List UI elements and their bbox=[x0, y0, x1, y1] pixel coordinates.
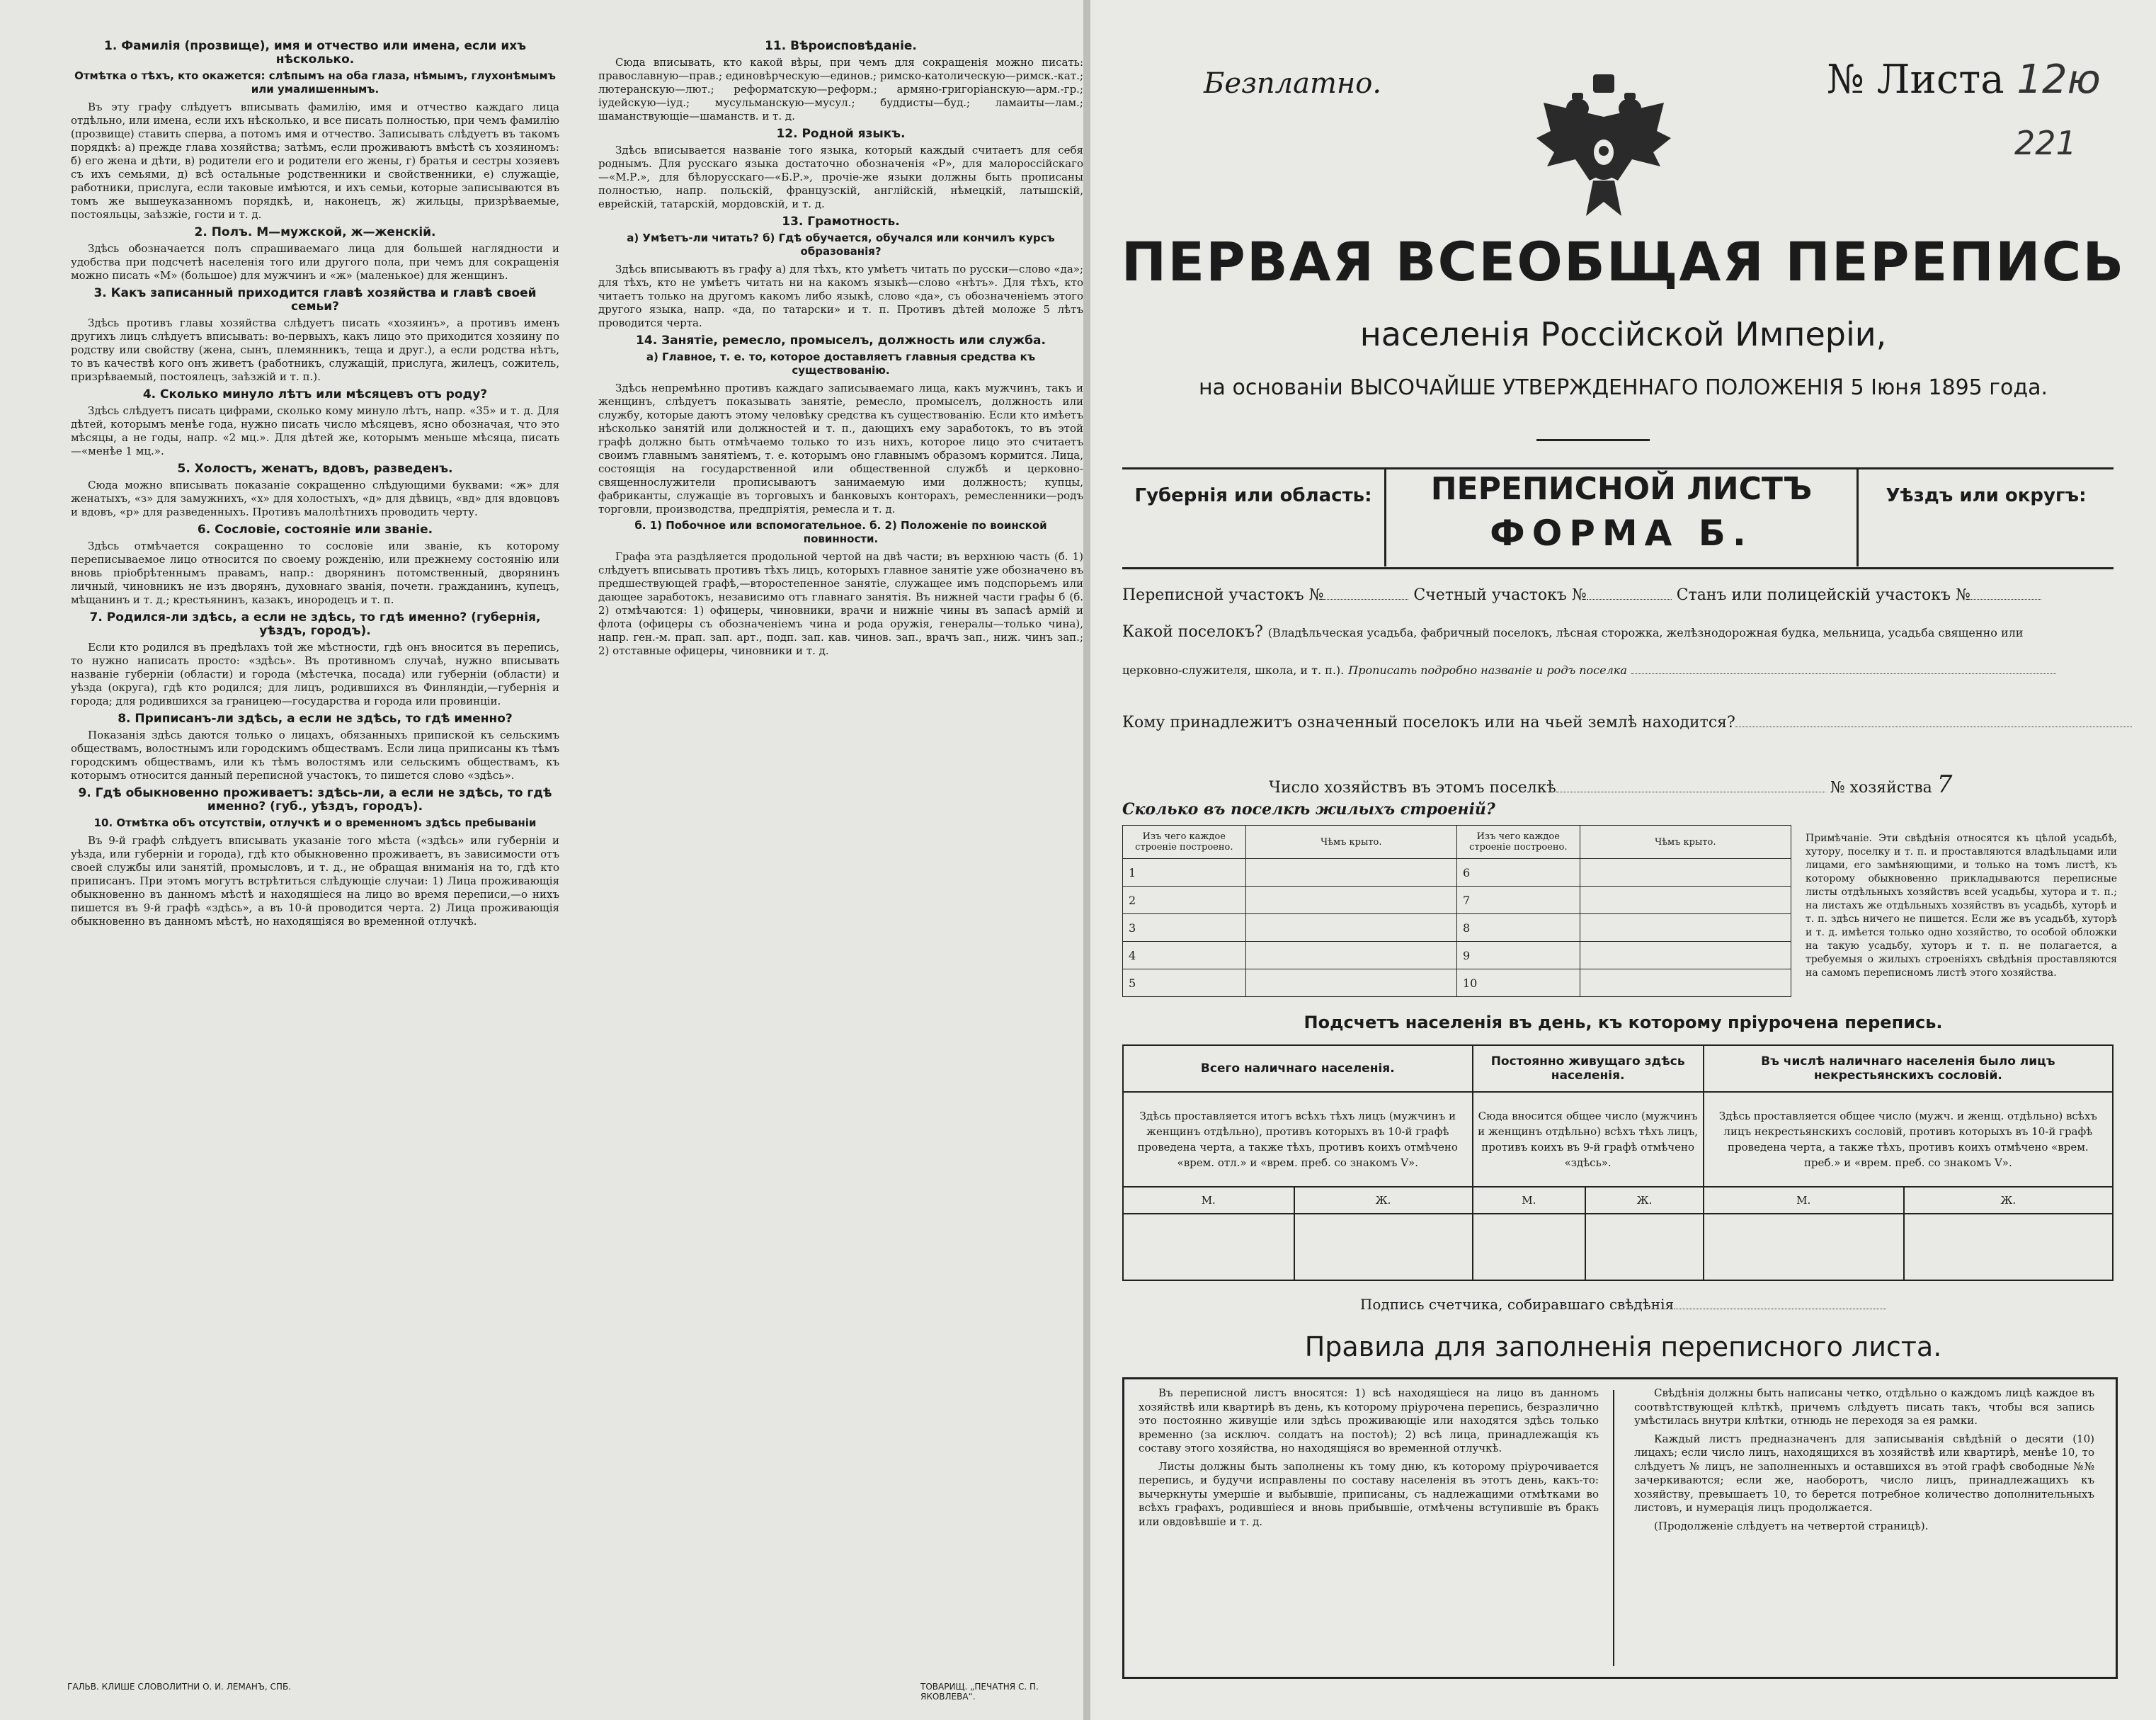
instruction-section bbox=[71, 388, 559, 458]
instructions-column-2 bbox=[598, 35, 1083, 661]
section-heading: 9. Гдѣ обыкновенно проживаетъ: здѣсь-ли, а если не здѣсь, то гдѣ именно? (губ., уѣздъ, городъ). bbox=[78, 786, 552, 814]
table-cell[interactable] bbox=[1245, 914, 1456, 942]
section-text: Здѣсь противъ главы хозяйства слѣдуетъ писать «хозяинъ», а противъ именъ другихъ лицъ слѣдуетъ вписывать: во-первыхъ, какъ лицо это приходится хозяину по родству или свойству (жена, сынъ, племянникъ, теща и друг.), а если родства нѣтъ, то въ качествѣ кого онъ живетъ (работникъ, служащій, прислуга, жилецъ, сожитель, призрѣваемый, постоялецъ, заѣзжій и т. п.). bbox=[71, 317, 559, 383]
instruction-section bbox=[598, 215, 1083, 330]
table-row bbox=[1123, 826, 1791, 859]
section-heading: 7. Родился-ли здѣсь, а если не здѣсь, то гдѣ именно? (губернія, уѣздъ, городъ). bbox=[89, 610, 541, 638]
instruction-section bbox=[71, 712, 559, 782]
free-label: Безплатно. bbox=[1204, 67, 1382, 100]
buildings-label: Сколько въ поселкѣ жилыхъ строеній? bbox=[1122, 800, 1495, 819]
rules-title: Правила для заполненія переписного листа. bbox=[1304, 1331, 1942, 1362]
sheet-number bbox=[1827, 57, 2101, 103]
divider bbox=[1613, 1390, 1614, 1666]
section-heading: 13. Грамотность. bbox=[782, 215, 900, 229]
population-header-nonpeasant: Въ числѣ наличнаго населенія было лицъ некрестьянскихъ сословій. bbox=[1704, 1045, 2113, 1092]
census-section-field[interactable] bbox=[1323, 599, 1408, 600]
form-name bbox=[1388, 471, 1855, 554]
section-heading: 12. Родной языкъ. bbox=[776, 127, 906, 141]
instruction-section bbox=[71, 287, 559, 384]
population-desc-permanent: Сюда вносится общее число (мужчинъ и женщинъ отдѣльно) всѣхъ тѣхъ лицъ, противъ коихъ въ 9-й графѣ отмѣчено «здѣсь». bbox=[1473, 1092, 1704, 1187]
table-cell[interactable] bbox=[1580, 914, 1791, 942]
table-cell[interactable] bbox=[1245, 859, 1456, 887]
row-number: 1 bbox=[1123, 859, 1246, 887]
section-text: Если кто родился въ предѣлахъ той же мѣстности, гдѣ онъ вносится въ перепись, то нужно написать просто: «здѣсь». Въ противномъ случаѣ, нужно вписывать названіе губерніи (области) и города (мѣстечка, посада) или губерніи (области) и уѣзда (округа), гдѣ кто родился; для лицъ, родившихся въ Финляндіи,—губернія и города; для родившихся за границею—государства и города или провинціи. bbox=[71, 641, 559, 707]
household-number-label: № хозяйства bbox=[1830, 779, 1932, 797]
instruction-section bbox=[71, 611, 559, 708]
rule-paragraph: Каждый листъ предназначенъ для записыванія свѣдѣній о десяти (10) лицахъ; если число лицъ, находящихся въ хозяйствѣ или квартирѣ, менѣе 10, то слѣдуетъ № лицъ, не заполненныхъ и оставшихся въ этой графѣ свободные №№ зачеркиваются; если же, наоборотъ, число лицъ, принадлежащихъ къ хозяйству, превышаетъ 10, то берется потребное количество дополнительныхъ листовъ, и нумерація лицъ продолжается. bbox=[1634, 1432, 2094, 1514]
section-heading: 8. Приписанъ-ли здѣсь, а если не здѣсь, то гдѣ именно? bbox=[118, 712, 513, 726]
section-text: Здѣсь слѣдуетъ писать цифрами, сколько кому минуло лѣтъ, напр. «35» и т. д. Для дѣтей, которымъ менѣе года, нужно писать число мѣсяцевъ, ясно обозначая, что это мѣсяцы, а не годы, напр. «2 мц.». Для дѣтей же, которымъ меньше мѣсяца, писать—«менѣе 1 мц.». bbox=[71, 404, 559, 457]
rule-paragraph: Листы должны быть заполнены къ тому дню, къ которому пріурочивается перепись, и будучи исправлены по составу населенія въ этотъ день, какъ-то: вычеркнуты умершіе и выбывшіе, приписаны, съ надлежащими отмѣтками во всѣхъ графахъ, родившіеся и вновь прибывшіе, отмѣчены вступившіе въ бракъ или овдовѣвшіе и т. д. bbox=[1139, 1459, 1599, 1528]
section-heading: 3. Какъ записанный приходится главѣ хозяйства и главѣ своей семьи? bbox=[93, 286, 537, 314]
rules-column-left bbox=[1139, 1386, 1599, 1533]
divider bbox=[1384, 467, 1386, 566]
roof-header: Чѣмъ крыто. bbox=[1580, 826, 1791, 859]
printer-imprint-left: ГАЛЬВ. КЛИШЕ СЛОВОЛИТНИ О. И. ЛЕМАНЪ, СПБ. bbox=[67, 1682, 292, 1692]
form-title: ПЕРЕПИСНОЙ ЛИСТЪ bbox=[1430, 471, 1813, 507]
legal-basis-line: на основаніи ВЫСОЧАЙШЕ УТВЕРЖДЕННАГО ПОЛОЖЕНІЯ 5 Іюня 1895 года. bbox=[1198, 375, 2048, 400]
row-number: 8 bbox=[1456, 914, 1580, 942]
table-cell[interactable] bbox=[1904, 1214, 2113, 1280]
female-label: Ж. bbox=[1904, 1187, 2113, 1214]
page-title: ПЕРВАЯ ВСЕОБЩАЯ ПЕРЕПИСЬ bbox=[1121, 230, 2126, 293]
table-row bbox=[1123, 887, 1791, 914]
page-spine bbox=[1083, 0, 1090, 1720]
population-desc-present: Здѣсь проставляется итогъ всѣхъ тѣхъ лицъ (мужчинъ и женщинъ отдѣльно), противъ которыхъ въ 10-й графѣ проведена черта, а также тѣхъ, противъ коихъ отмѣчено «врем. отл.» и «врем. преб. со знакомъ V». bbox=[1123, 1092, 1473, 1187]
section-heading: 11. Вѣроисповѣданіе. bbox=[765, 39, 917, 53]
table-row bbox=[1123, 1187, 2113, 1214]
table-cell[interactable] bbox=[1580, 887, 1791, 914]
province-field-label: Губернія или область: bbox=[1134, 485, 1372, 506]
row-number: 2 bbox=[1123, 887, 1246, 914]
row-number: 4 bbox=[1123, 942, 1246, 969]
rule-paragraph: (Продолженіе слѣдуетъ на четвертой страницѣ). bbox=[1654, 1519, 1929, 1532]
row-number: 7 bbox=[1456, 887, 1580, 914]
settlement-hint-cont: церковно-служителя, школа, и т. п.). bbox=[1122, 663, 1345, 677]
row-number: 9 bbox=[1456, 942, 1580, 969]
section-heading: 1. Фамилія (прозвище), имя и отчество или имена, если ихъ нѣсколько. bbox=[104, 39, 526, 67]
household-count-row bbox=[1122, 770, 2114, 799]
section-subheading: а) Умѣетъ-ли читать? б) Гдѣ обучается, обучался или кончилъ курсъ образованія? bbox=[627, 232, 1055, 258]
male-label: М. bbox=[1123, 1187, 1294, 1214]
table-cell[interactable] bbox=[1123, 1214, 1294, 1280]
male-label: М. bbox=[1473, 1187, 1586, 1214]
section-heading: 6. Сословіе, состояніе или званіе. bbox=[197, 523, 433, 537]
section-subheading: Отмѣтка о тѣхъ, кто окажется: слѣпымъ на оба глаза, нѣмымъ, глухонѣмымъ или умалишеннымъ. bbox=[74, 69, 556, 96]
section-subheading: а) Главное, т. е. то, которое доставляетъ главныя средства къ существованію. bbox=[646, 351, 1036, 377]
count-section-label: Счетный участокъ № bbox=[1413, 586, 1587, 604]
double-headed-eagle-emblem-icon bbox=[1536, 74, 1671, 223]
population-header-permanent: Постоянно живущаго здѣсь населенія. bbox=[1473, 1045, 1704, 1092]
section-text: Здѣсь отмѣчается сокращенно то сословіе или званіе, къ которому переписываемое лицо относится по своему рожденію, или прежнему состоянію или вновь пріобрѣтеннымъ правамъ, напр.: дворянинъ потомственный, дворянинъ личный, чиновникъ не изъ дворянъ, духовнаго званія, почетн. гражданинъ, купецъ, мѣщанинъ и т. д.; крестьянинъ, казакъ, инородецъ и т. п. bbox=[71, 540, 559, 606]
population-desc-nonpeasant: Здѣсь проставляется общее число (мужч. и женщ. отдѣльно) всѣхъ лицъ некрестьянскихъ сословій, противъ которыхъ въ 10-й графѣ проведена черта, а также тѣхъ, противъ коихъ отмѣчено «врем. преб.» и «врем. преб. со знакомъ V». bbox=[1704, 1092, 2113, 1187]
section-heading: 14. Занятіе, ремесло, промыселъ, должность или служба. bbox=[636, 334, 1046, 348]
instruction-section bbox=[71, 40, 559, 222]
settlement-field[interactable] bbox=[1631, 673, 2056, 674]
male-label: М. bbox=[1704, 1187, 1904, 1214]
instruction-section bbox=[598, 40, 1083, 123]
census-section-label: Переписной участокъ № bbox=[1122, 586, 1324, 604]
material-header: Изъ чего каждое строеніе построено. bbox=[1456, 826, 1580, 859]
row-number: 6 bbox=[1456, 859, 1580, 887]
enumerator-signature-line bbox=[1090, 1296, 2156, 1313]
section-text: Показанія здѣсь даются только о лицахъ, обязанныхъ припиской къ сельскимъ обществамъ, волостнымъ или городскимъ обществамъ. Если лица приписаны къ тѣмъ городскимъ обществамъ, или къ тѣмъ волостямъ или сельскимъ обществамъ, къ которымъ относится данный переписной участокъ, то пишется слово «здѣсь». bbox=[71, 729, 559, 782]
rule-paragraph: Свѣдѣнія должны быть написаны четко, отдѣльно о каждомъ лицѣ каждое въ соотвѣтствующей клѣткѣ, причемъ слѣдуетъ писать такъ, чтобы вся запись умѣстилась внутри клѣтки, отнюдь не переходя за ея рамки. bbox=[1634, 1386, 2094, 1427]
owner-label: Кому принадлежитъ означенный поселокъ или на чьей землѣ находится? bbox=[1122, 714, 1735, 731]
settlement-instruction: Прописать подробно названіе и родъ поселка bbox=[1348, 663, 1627, 677]
printer-imprint-right: ТОВАРИЩ. „ПЕЧАТНЯ С. П. ЯКОВЛЕВА“. bbox=[920, 1682, 1039, 1702]
section-heading: 4. Сколько минуло лѣтъ или мѣсяцевъ отъ роду? bbox=[142, 387, 488, 401]
page-subtitle: населенія Россійской Имперіи, bbox=[1359, 315, 1887, 353]
section-subheading: 10. Отмѣтка объ отсутствіи, отлучкѣ и о временномъ здѣсь пребываніи bbox=[93, 816, 537, 829]
table-row bbox=[1123, 942, 1791, 969]
table-cell[interactable] bbox=[1245, 969, 1456, 997]
row-number: 3 bbox=[1123, 914, 1246, 942]
table-cell[interactable] bbox=[1245, 942, 1456, 969]
buildings-note: Примѣчаніе. Эти свѣдѣнія относятся къ цѣлой усадьбѣ, хутору, поселку и т. п. и проставляются владѣльцами или лицами, его замѣняющими, и только на томъ листѣ, къ которому обыкновенно прикладываются переписные листы отдѣльныхъ хозяйствъ всей усадьбы, хутора и т. п.; на листахъ же отдѣльныхъ хозяйствъ въ усадьбѣ, хуторѣ и т. п. здѣсь ничего не пишется. Если же въ усадьбѣ, хуторѣ и т. д. имѣется только одно хозяйство, то особой обложки на такую усадьбу, хуторъ и т. п. не полагается, а требуемыя о жилыхъ строеніяхъ свѣдѣнія проставляются на самомъ переписномъ листѣ этого хозяйства. bbox=[1806, 833, 2117, 979]
table-cell[interactable] bbox=[1580, 969, 1791, 997]
section-text: Сюда можно вписывать показаніе сокращенно слѣдующими буквами: «ж» для женатыхъ, «з» для замужнихъ, «х» для холостыхъ, «д» для дѣвицъ, «вд» для вдовцовъ и вдовъ, «р» для разведенныхъ. Противъ малолѣтнихъ проводить черту. bbox=[71, 479, 559, 518]
buildings-row bbox=[1122, 800, 2114, 819]
instructions-column-1 bbox=[71, 35, 559, 931]
table-cell[interactable] bbox=[1580, 942, 1791, 969]
signature-label: Подпись счетчика, собиравшаго свѣдѣнія bbox=[1359, 1296, 1675, 1313]
title-divider bbox=[1536, 439, 1650, 441]
settlement-label: Какой поселокъ? bbox=[1122, 623, 1263, 641]
section-subheading: б. 1) Побочное или вспомогательное. б. 2) Положеніе по воинской повинности. bbox=[634, 519, 1047, 545]
table-cell[interactable] bbox=[1580, 859, 1791, 887]
section-text: Въ эту графу слѣдуетъ вписывать фамилію, имя и отчество каждаго лица отдѣльно, или имена, если ихъ нѣсколько, и все писать полностью, при чемъ фамилію (прозвище) ставить сперва, а потомъ имя и отчество. Записывать слѣдуетъ въ такомъ порядкѣ: а) прежде глава хозяйства; затѣмъ, если проживаютъ вмѣстѣ съ хозяиномъ: б) его жена и дѣти, в) родители его и родители его жены, г) братья и сестры хозяевъ съ ихъ семьями, д) всѣ остальные родственники и свойственники, е) служащіе, работники, прислуга, если таковые имѣются, и ихъ семьи, которые записываются въ томъ же вышеуказанномъ порядкѣ, и, наконецъ, ж) жильцы, призрѣваемые, постояльцы, заѣзжіе, гости и т. д. bbox=[71, 101, 559, 221]
section-text: Здѣсь обозначается полъ спрашиваемаго лица для большей наглядности и удобства при подсчетѣ населенія того или другого пола, при чемъ для сокращенія можно писать «М» (большое) для мужчинъ и «ж» (маленькое) для женщинъ. bbox=[71, 242, 559, 282]
table-cell[interactable] bbox=[1585, 1214, 1704, 1280]
population-header-present: Всего наличнаго населенія. bbox=[1123, 1045, 1473, 1092]
district-numbers-row bbox=[1122, 586, 2114, 604]
section-heading: 5. Холостъ, женатъ, вдовъ, разведенъ. bbox=[177, 462, 453, 476]
divider bbox=[1856, 467, 1859, 566]
table-row bbox=[1123, 1214, 2113, 1280]
instruction-section bbox=[598, 334, 1083, 516]
sheet-number-handwritten: 12ю bbox=[2017, 57, 2101, 103]
right-page bbox=[1090, 0, 2156, 1720]
archive-number-handwritten: 221 bbox=[2014, 124, 2077, 162]
section-text: Въ 9-й графѣ слѣдуетъ вписывать указаніе того мѣста («здѣсь» или губерніи и уѣзда, или губерніи и города), гдѣ кто обыкновенно проживаетъ, въ зависимости отъ своей службы или занятій, промысловъ, и т. д., не обращая вниманія на то, гдѣ кто приписанъ. При этомъ могутъ встрѣтиться слѣдующіе случаи: 1) Лица проживающія обыкновенно въ данномъ мѣстѣ и находящіеся на лицо во время переписи,—о нихъ пишется въ 9-й графѣ «здѣсь», а въ 10-й проводится черта. 2) Лица проживающія обыкновенно въ данномъ мѣстѣ, но находящіяся во временной отлучкѣ. bbox=[71, 834, 559, 928]
female-label: Ж. bbox=[1294, 1187, 1473, 1214]
section-text: Здѣсь вписываютъ въ графу а) для тѣхъ, кто умѣетъ читать по русски—слово «да»; для тѣхъ, кто не умѣетъ читать ни на какомъ языкѣ—слово «нѣтъ». Для тѣхъ, кто читаетъ только на другомъ какомъ либо языкѣ, слово «да», съ обозначеніемъ этого другого языка, напр. «да, по татарски» и т. п. Противъ дѣтей моложе 5 лѣтъ проводится черта. bbox=[598, 263, 1083, 329]
table-cell[interactable] bbox=[1294, 1214, 1473, 1280]
table-cell[interactable] bbox=[1704, 1214, 1904, 1280]
section-heading: 2. Полъ. М—мужской, ж—женскій. bbox=[194, 225, 436, 239]
settlement-hint-row bbox=[1122, 662, 2114, 678]
instruction-section bbox=[71, 523, 559, 607]
district-field-label: Уѣздъ или округъ: bbox=[1886, 485, 2087, 506]
rule-paragraph: Въ переписной листъ вносятся: 1) всѣ находящіеся на лицо въ данномъ хозяйствѣ или квартирѣ въ день, къ которому пріурочена перепись, безразлично это постоянно живущіе или здѣсь проживающіе или находятся здѣсь только временно (за исключ. солдатъ на постоѣ); 2) всѣ лица, принадлежащія къ составу этого хозяйства, но находящіяся во временной отлучкѣ. bbox=[1139, 1386, 1599, 1454]
settlement-hint: (Владѣльческая усадьба, фабричный поселокъ, лѣсная сторожка, желѣзнодорожная будка, мельница, усадьба священно или bbox=[1267, 626, 2024, 639]
owner-row bbox=[1122, 714, 2114, 731]
police-district-field[interactable] bbox=[1970, 599, 2041, 600]
table-row bbox=[1123, 1045, 2113, 1092]
instruction-section bbox=[71, 226, 559, 283]
table-cell[interactable] bbox=[1473, 1214, 1586, 1280]
household-number-handwritten: 7 bbox=[1937, 770, 1953, 799]
instruction-section bbox=[71, 462, 559, 519]
sheet-number-label: № Листа bbox=[1827, 57, 2004, 103]
population-count-title: Подсчетъ населенія въ день, къ которому пріурочена перепись. bbox=[1304, 1013, 1943, 1032]
section-text: Графа эта раздѣляется продольной чертой на двѣ части; въ верхнюю часть (б. 1) слѣдуетъ вписывать противъ тѣхъ лицъ, которыхъ главное занятіе уже обозначено въ предшествующей графѣ,—второстепенное занятіе, служащее имъ подспорьемъ или дающее заработокъ, независимо отъ главнаго занятія. Въ нижней части графы б (б. 2) отмѣчаются: 1) офицеры, чиновники, врачи и нижніе чины въ запасѣ армій и флота (офицеры съ обозначеніемъ чина и рода оружія, генералы—только чина), напр. ген.-м. прап. зап. арт., подп. зап. кав. чинов. зап., врачъ зап., ниж. чинъ зап.; 2) отставные офицеры, чиновники и т. д. bbox=[598, 550, 1083, 657]
instruction-section bbox=[598, 519, 1083, 658]
table-row bbox=[1123, 859, 1791, 887]
household-count-label: Число хозяйствъ въ этомъ поселкѣ bbox=[1269, 779, 1556, 797]
count-section-field[interactable] bbox=[1587, 599, 1672, 600]
rules-box bbox=[1122, 1377, 2118, 1679]
table-row bbox=[1123, 914, 1791, 942]
table-row bbox=[1123, 969, 1791, 997]
section-text: Здѣсь вписывается названіе того языка, который каждый считаетъ для себя роднымъ. Для русскаго языка достаточно обозначенія «Р», для малороссійскаго—«М.Р.», для бѣлорусскаго—«Б.Р.», прочіе-же языки должны быть прописаны полностью, напр. польскій, французскій, англійскій, нѣмецкій, латышскій, еврейскій, татарскій, мордовскій, и т. д. bbox=[598, 144, 1083, 210]
table-row bbox=[1123, 1092, 2113, 1187]
table-cell[interactable] bbox=[1245, 887, 1456, 914]
instruction-section bbox=[71, 787, 559, 928]
material-header: Изъ чего каждое строеніе построено. bbox=[1123, 826, 1246, 859]
female-label: Ж. bbox=[1585, 1187, 1704, 1214]
population-table bbox=[1122, 1044, 2114, 1281]
police-district-label: Станъ или полицейскій участокъ № bbox=[1676, 586, 1970, 604]
form-type: ФОРМА Б. bbox=[1490, 513, 1753, 554]
section-text: Сюда вписывать, кто какой вѣры, при чемъ для сокращенія можно писать: православную—прав.; единовѣрческую—единов.; римско-католическую—римск.-кат.; лютеранскую—лют.; реформатскую—реформ.; армяно-григоріанскую—арм.-гр.; іудейскую—іуд.; мусульманскую—мусул.; буддисты—буд.; ламаиты—лам.; шаманствующіе—шаманств. и т. д. bbox=[598, 56, 1083, 123]
buildings-table bbox=[1122, 825, 1791, 997]
row-number: 5 bbox=[1123, 969, 1246, 997]
rules-column-right bbox=[1634, 1386, 2094, 1537]
section-text: Здѣсь непремѣнно противъ каждаго записываемаго лица, какъ мужчинъ, такъ и женщинъ, слѣдуетъ показывать занятіе, ремесло, промыселъ, должность или службу, которые даютъ этому человѣку средства къ существованію. Если кто имѣетъ нѣсколько занятій или должностей и т. п., дающихъ ему заработокъ, то въ этой графѣ должно быть отмѣчаемо только то изъ нихъ, которое лицо это считаетъ своимъ главнымъ занятіемъ, т. е. которымъ оно главнымъ образомъ кормится. Лица, состоящія на государственной или общественной службѣ и церковно-священнослужители прописываютъ занимаемую ими должность; купцы, фабриканты, служащіе въ торговыхъ и банковыхъ конторахъ, ремесленники—родъ торговли, производства, предпріятія, ремесла и т. д. bbox=[598, 382, 1083, 516]
roof-header: Чѣмъ крыто. bbox=[1245, 826, 1456, 859]
row-number: 10 bbox=[1456, 969, 1580, 997]
settlement-type-row bbox=[1122, 623, 2114, 641]
instruction-section bbox=[598, 127, 1083, 211]
